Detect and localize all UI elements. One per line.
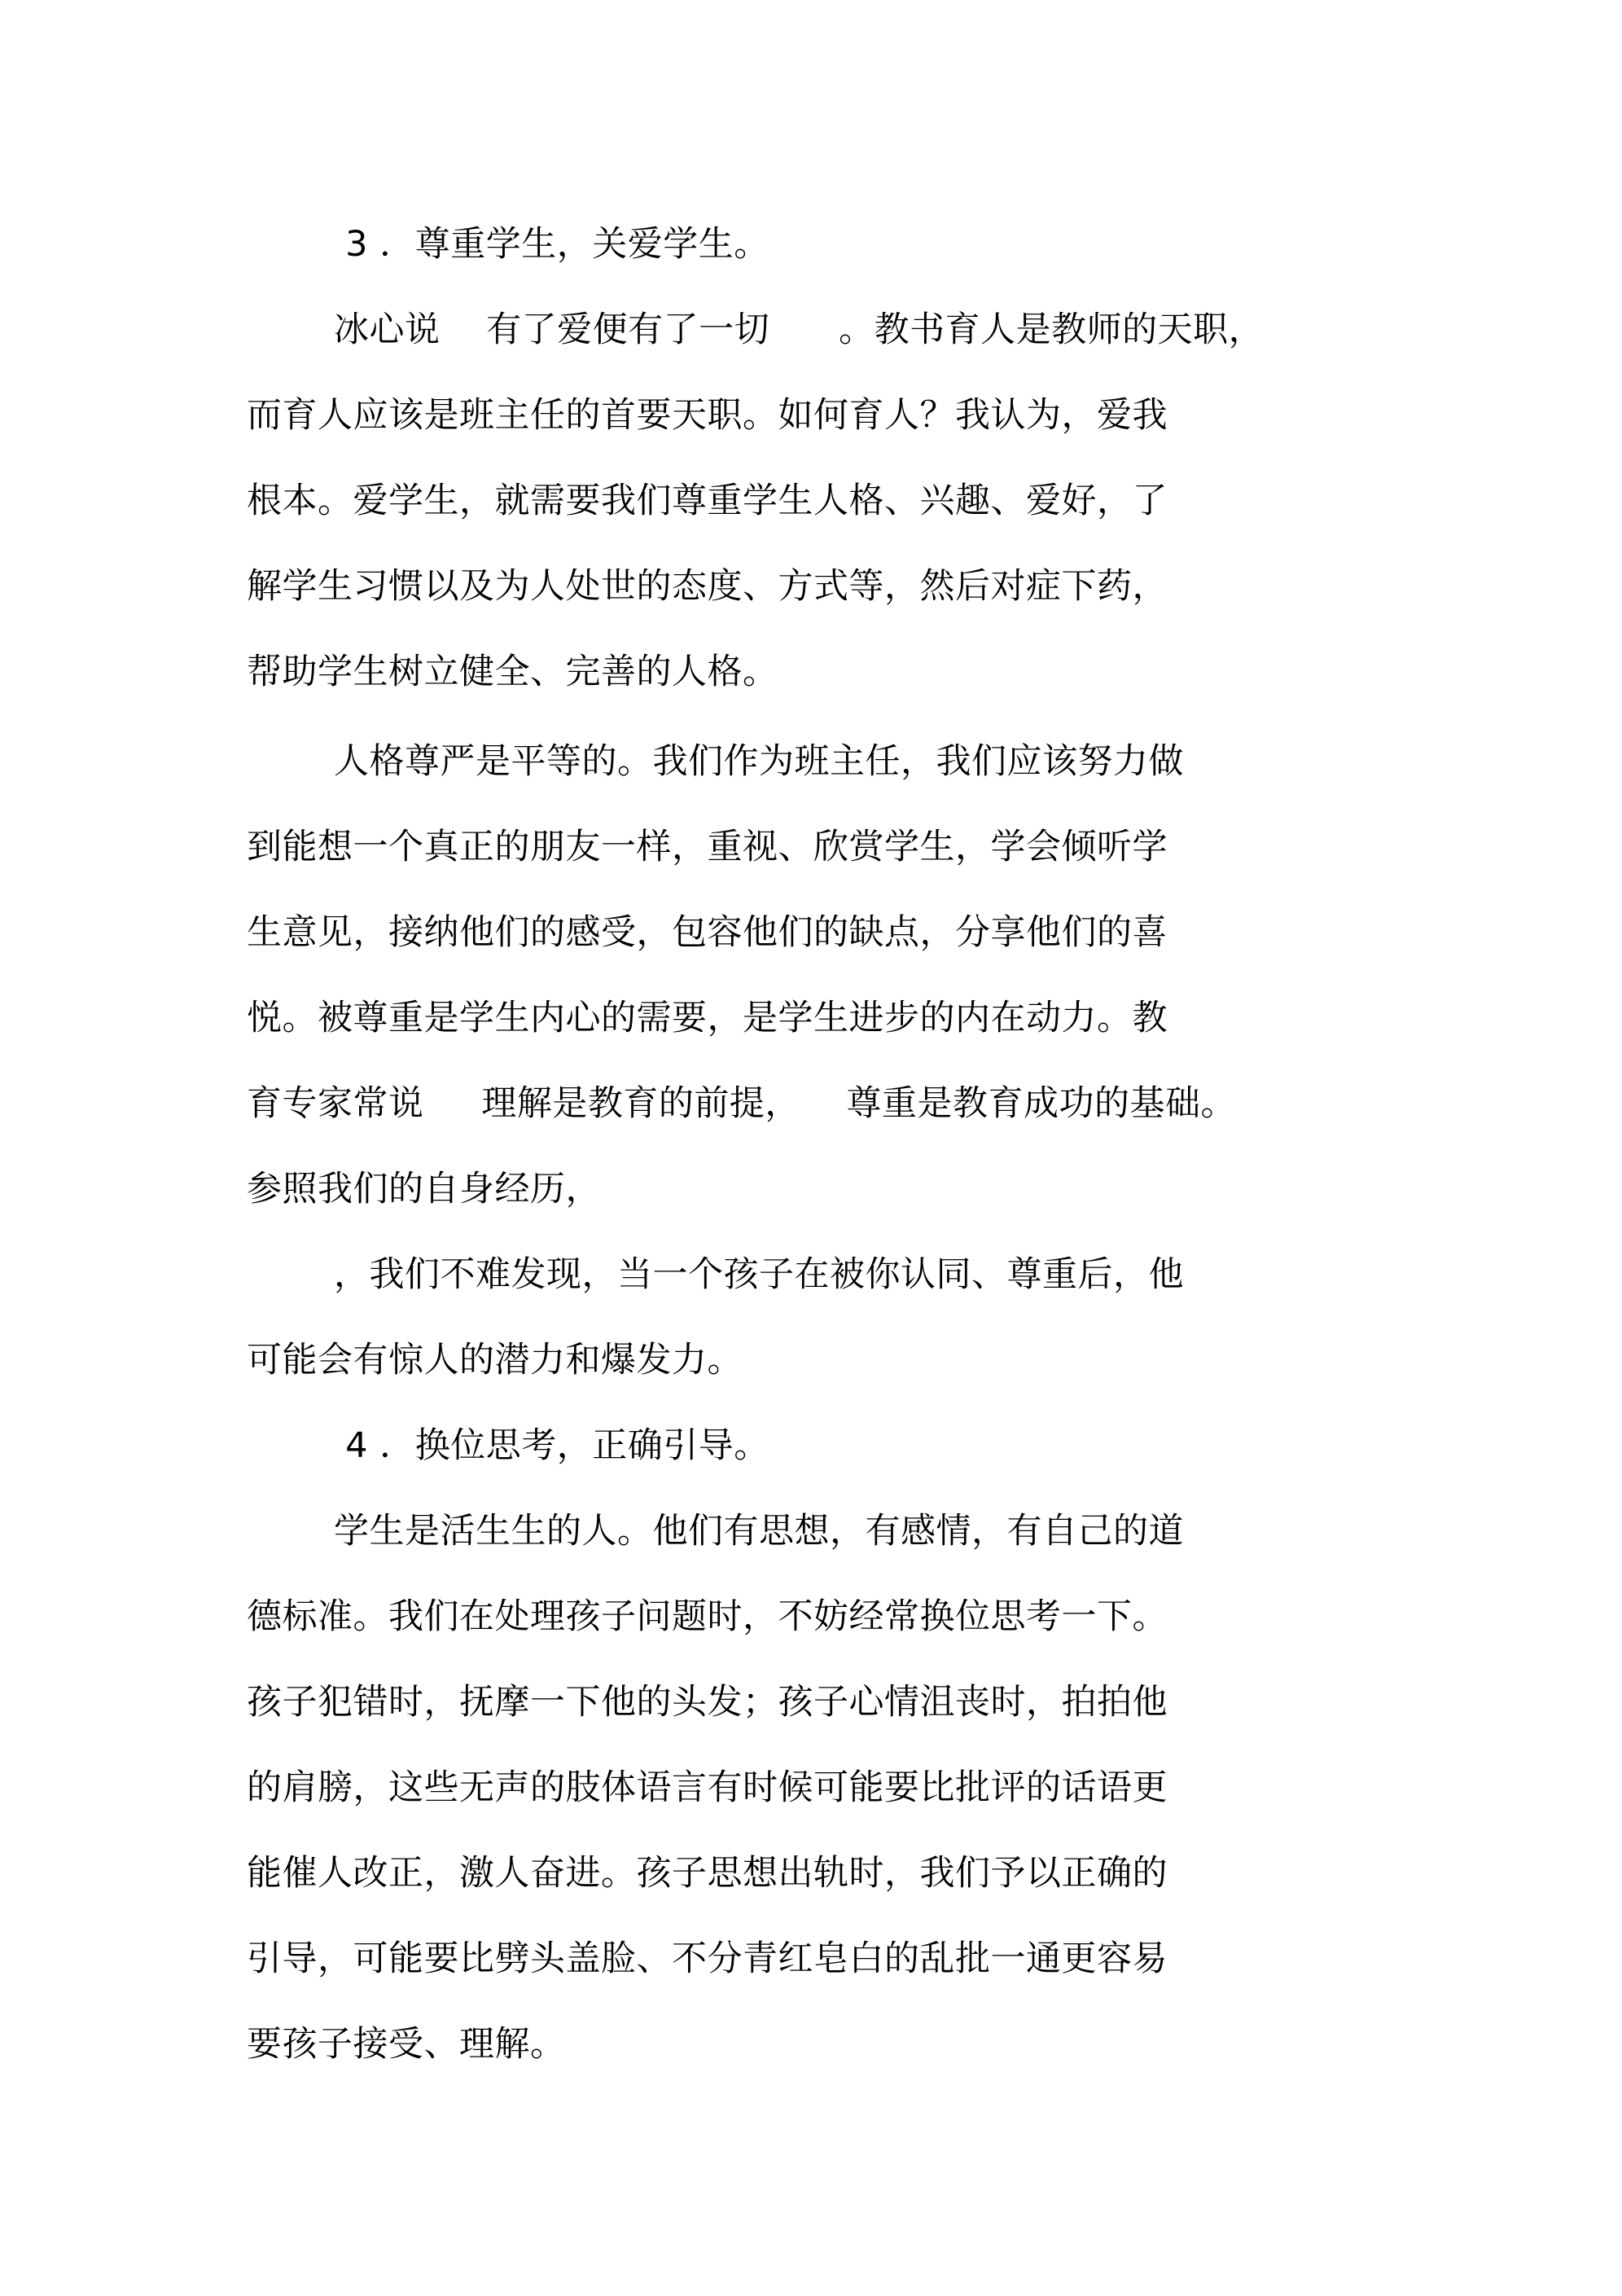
paragraph-line: 学生是活生生的人。他们有思想，有感情，有自己的道 [334,1511,1184,1552]
paragraph-line: 冰心说 有了爱便有了一切 。教书育人是教师的天职， [334,309,1265,350]
paragraph-line: 要孩子接受、理解。 [247,2024,566,2065]
paragraph-line: 引导，可能要比劈头盖脸、不分青红皂白的乱批一通更容易 [247,1938,1168,1979]
paragraph-line: 帮助学生树立健全、完善的人格。 [247,652,778,692]
section-heading-4: 4 ．换位思考，正确引导。 [334,1425,769,1466]
paragraph-line: 德标准。我们在处理孩子问题时，不妨经常换位思考一下。 [247,1596,1168,1637]
paragraph-line: 能催人改正，激人奋进。孩子思想出轨时，我们予以正确的 [247,1853,1168,1894]
paragraph-line: 根本。爱学生，就需要我们尊重学生人格、兴趣、爱好，了 [247,481,1168,521]
section-heading-3: 3 ．尊重学生，关爱学生。 [334,224,769,265]
paragraph-line: 人格尊严是平等的。我们作为班主任，我们应该努力做 [334,741,1184,782]
paragraph-line: 可能会有惊人的潜力和爆发力。 [247,1340,743,1381]
paragraph-line: 育专家常说 理解是教育的前提， 尊重是教育成功的基础。 [247,1083,1237,1124]
paragraph-line: 的肩膀，这些无声的肢体语言有时候可能要比批评的话语更 [247,1767,1168,1808]
paragraph-line: 生意见，接纳他们的感受，包容他们的缺点，分享他们的喜 [247,912,1168,953]
paragraph-line: 悦。被尊重是学生内心的需要，是学生进步的内在动力。教 [247,998,1168,1038]
paragraph-line: ，我们不难发现，当一个孩子在被你认同、尊重后，他 [334,1254,1184,1295]
paragraph-line: 而育人应该是班主任的首要天职。如何育人？我认为，爱我 [247,395,1168,436]
paragraph-line: 到能想一个真正的朋友一样，重视、欣赏学生，学会倾听学 [247,827,1168,867]
paragraph-line: 孩子犯错时，抚摩一下他的头发；孩子心情沮丧时，拍拍他 [247,1682,1168,1723]
paragraph-line: 解学生习惯以及为人处世的态度、方式等，然后对症下药， [247,566,1168,607]
paragraph-line: 参照我们的自身经历， [247,1169,601,1209]
